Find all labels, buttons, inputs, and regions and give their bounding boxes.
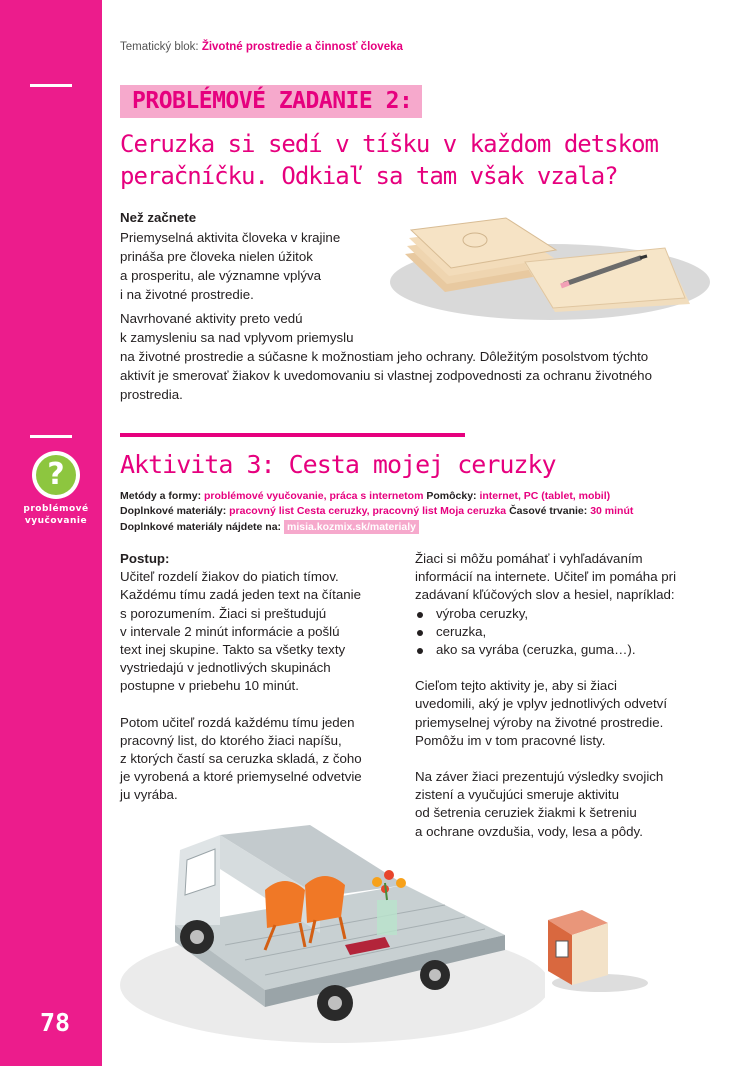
list-item: ceruzka,: [415, 623, 715, 641]
activity-meta: Doplnkové materiály: pracovný list Cesta ceruzky, pracovný list Moja ceruzka Časové trvanie: 30 minút: [120, 505, 634, 517]
sidebar-divider: [30, 84, 72, 87]
intro-paragraph: Priemyselná aktivita človeka v krajine prináša pre človeka nielen úžitok a prosperitu, ale významne vplýva i na životné prostredie.: [120, 230, 341, 302]
activity-meta: Metódy a formy: problémové vyučovanie, práca s internetom Pomôcky: internet, PC (tablet, mobil): [120, 490, 611, 502]
paper-pencil-illustration: [385, 212, 715, 322]
truck-illustration: [105, 825, 545, 1050]
activity-meta: Doplnkové materiály nájdete na: misia.kozmix.sk/materialy: [120, 520, 700, 535]
section-divider: [120, 433, 465, 437]
procedure-right-column: Žiaci si môžu pomáhať i vyhľadávaním informácií na internete. Učiteľ im pomáha pri zadávaní kľúčových slov a hesiel, napríklad: výroba ceruzky, ceruzka, ako sa vyrába (ceruzka, guma…). Cieľom tejto aktivity je, aby si žiaci uvedomili, aký je vplyv jednotlivých odvetví priemyselnej výroby na životné prostredie. Pomôžu im v tom pracovné listy. Na záver žiaci prezentujú výsledky svojich zistení a vyučujúci smeruje aktivitu od šetrenia ceruziek žiakmi k šetreniu a ochrane ovzdušia, vody, lesa a pôdy.: [415, 550, 715, 841]
sidebar: [0, 0, 102, 1066]
intro-heading: Než začnete: [120, 210, 197, 225]
materials-link[interactable]: misia.kozmix.sk/materialy: [284, 520, 419, 534]
list-item: výroba ceruzky,: [415, 605, 715, 623]
parcel-box-illustration: [540, 905, 660, 995]
page-title: Ceruzka si sedí v tíšku v každom detskom peračníčku. Odkiaľ sa tam však vzala?: [120, 130, 658, 190]
theme-line: Tematický blok: Životné prostredie a činnosť človeka: [120, 41, 403, 53]
problem-task-banner: PROBLÉMOVÉ ZADANIE 2:: [120, 85, 422, 118]
activity-title: Aktivita 3: Cesta mojej ceruzky: [120, 450, 556, 479]
intro-paragraph: Navrhované aktivity preto vedú k zamysleniu sa nad vplyvom priemyslu na životné prostredie a súčasne k možnostiam jeho ochrany. Dôležitým posolstvom týchto aktivít je smerovať žiakov k uvedomovaniu si vlastnej zodpovednosti za ochranu životného prostredia.: [120, 311, 652, 402]
question-mark-icon: ?: [32, 451, 80, 499]
sidebar-divider: [30, 435, 72, 438]
sidebar-label: problémové vyučovanie: [23, 504, 89, 526]
keyword-list: [415, 605, 715, 660]
procedure-left-column: Postup: Učiteľ rozdelí žiakov do piatich tímov. Každému tímu zadá jeden text na čítanie s porozumením. Žiaci si preštudujú v intervale 2 minút informácie a pošlú text inej skupine. Takto sa všetky texty vystriedajú v jednotlivých skupinách postupne v priebehu 10 minút. Potom učiteľ rozdá každému tímu jeden pracovný list, do ktorého žiaci napíšu, z ktorých častí sa ceruzka skladá, z čoho je vyrobená a ktoré priemyselné odvetvie ju vyrába.: [120, 551, 362, 803]
page-number: 78: [40, 1008, 71, 1037]
list-item: ako sa vyrába (ceruzka, guma…).: [415, 641, 715, 659]
